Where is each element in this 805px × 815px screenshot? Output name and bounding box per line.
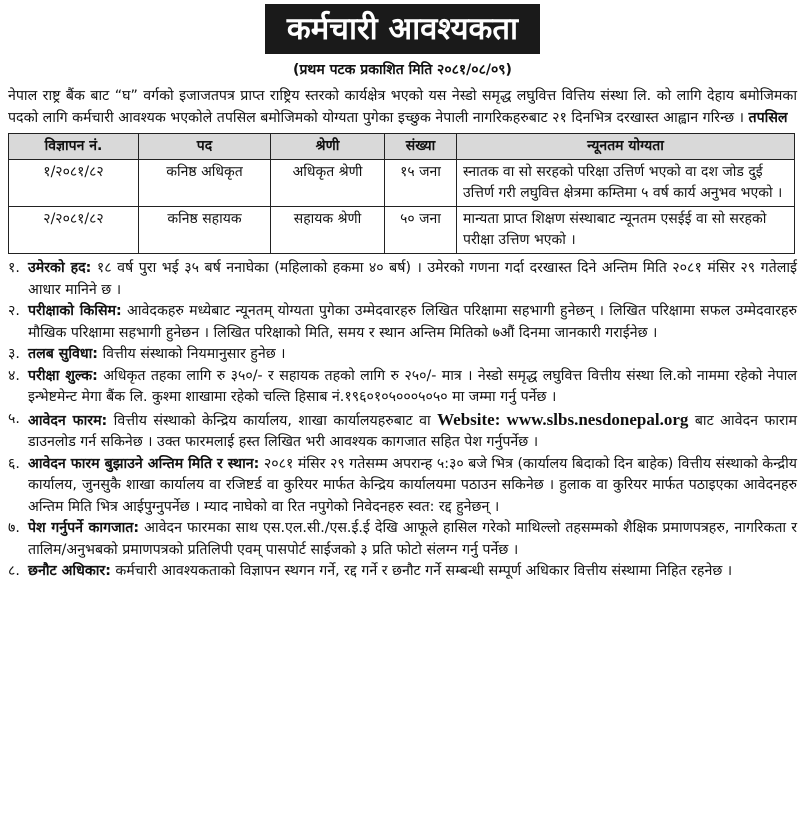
cell-ad-no: २/२०८१/८२ <box>9 207 139 254</box>
website-link[interactable]: Website: www.slbs.nesdonepal.org <box>437 409 689 429</box>
list-item <box>8 366 797 409</box>
rule-body <box>28 518 797 561</box>
rule-number: ८. <box>8 563 20 579</box>
rule-text: वित्तीय संस्थाको नियमानुसार हुनेछ । <box>97 346 286 362</box>
cell-qualification: मान्यता प्राप्त शिक्षण संस्थाबाट न्यूनतम एसईई वा सो सरहको परीक्षा उत्तिण भएको । <box>457 207 795 254</box>
cell-post: कनिष्ठ अधिकृत <box>139 160 271 207</box>
table-row <box>9 160 795 207</box>
col-header-ad-no: विज्ञापन नं. <box>9 134 139 160</box>
rule-body <box>28 454 797 519</box>
rule-label: पेश गर्नुपर्ने कागजात: <box>28 520 140 536</box>
list-item <box>8 258 797 301</box>
list-item <box>8 301 797 344</box>
cell-count: १५ जना <box>385 160 457 207</box>
rule-body <box>28 258 797 301</box>
rules-list <box>8 258 797 583</box>
rule-label: परीक्षा शुल्क: <box>28 367 98 384</box>
table-header-row <box>9 134 795 160</box>
col-header-qualification: न्यूनतम योग्यता <box>457 134 795 160</box>
rule-text-continued: बाट आवेदन फाराम डाउनलोड गर्न सकिनेछ । उक्त फारमलाई हस्त लिखित भरी आवश्यक कागजात सहित पेश गर्नुपर्नेछ । <box>28 412 797 450</box>
cell-count: ५० जना <box>385 207 457 254</box>
rule-label: तलब सुविधा: <box>28 346 98 362</box>
vacancy-table <box>8 133 795 254</box>
rule-body <box>28 366 797 409</box>
rule-body <box>28 344 797 366</box>
table-row <box>9 207 795 254</box>
intro-tail: तपसिल <box>748 110 788 126</box>
rule-text: १८ वर्ष पुरा भई ३५ बर्ष ननाघेका (महिलाको हकमा ४० बर्ष) । उमेरको गणना गर्दा दरखास्त दिने अन्तिम मिति २०८१ मंसिर २९ गतेलाई आधार मानिने छ । <box>28 260 797 298</box>
cell-post: कनिष्ठ सहायक <box>139 207 271 254</box>
col-header-post: पद <box>139 134 271 160</box>
rule-text: आवेदन फारमका साथ एस.एल.सी./एस.ई.ई देखि आफूले हासिल गरेको माथिल्लो तहसम्मको शैक्षिक प्रमाणपत्रहरु, नागरिकता र तालिम/अनुभबको प्रमाणपत्रको प्रतिलिपी एवम् पासपोर्ट साईजको ३ प्रति फोटो संलग्न गर्नु पर्नेछ । <box>28 520 797 558</box>
intro-text: नेपाल राष्ट्र बैंक बाट “घ” वर्गको इजाजतपत्र प्राप्त राष्ट्रिय स्तरको कार्यक्षेत्र भएको यस नेस्डो समृद्ध लघुवित्त वित्तिय संस्था लि. को लागि देहाय बमोजिमका पदको लागि कर्मचारी आवश्यक भएकोले तपसिल बमोजिमको योग्यता पुगेका इच्छुक नेपाली नागरिकहरुबाट २१ दिनभित्र दरखास्त आह्वान गरिन्छ । <box>8 88 797 126</box>
rule-label: उमेरको हद: <box>28 260 92 276</box>
rule-body <box>28 301 797 344</box>
rule-number: ७. <box>8 520 20 536</box>
list-item <box>8 344 797 366</box>
rule-label: आवेदन फारम बुझाउने अन्तिम मिति र स्थान: <box>28 455 260 472</box>
title-wrap <box>8 4 797 54</box>
cell-qualification: स्नातक वा सो सरहको परिक्षा उत्तिर्ण भएको वा दश जोड दुई उत्तिर्ण गरी लघुवित्त क्षेत्रमा कम्तिमा ५ वर्ष कार्य अनुभव भएको । <box>457 160 795 207</box>
rule-text: कर्मचारी आवश्यकताको विज्ञापन स्थगन गर्ने, रद्द गर्ने र छनौट गर्ने सम्बन्धी सम्पूर्ण अधिकार वित्तीय संस्थामा निहित रहनेछ । <box>110 563 733 579</box>
rule-body <box>28 409 797 454</box>
cell-level: सहायक श्रेणी <box>271 207 385 254</box>
rule-number: ४. <box>8 367 20 384</box>
col-header-count: संख्या <box>385 134 457 160</box>
rule-label: परीक्षाको किसिम: <box>28 303 122 319</box>
list-item <box>8 518 797 561</box>
rule-text: वित्तीय संस्थाको केन्द्रिय कार्यालय, शाखा कार्यालयहरुबाट वा <box>107 412 438 429</box>
rule-number: ३. <box>8 346 20 362</box>
rule-number: २. <box>8 303 20 319</box>
list-item <box>8 561 797 583</box>
rule-label: आवेदन फारम: <box>28 412 108 429</box>
rule-text: २०८१ मंसिर २९ गतेसम्म अपरान्ह ५:३० बजे भित्र (कार्यालय बिदाको दिन बाहेक) वित्तीय संस्थाको केन्द्रीय कार्यालय, जुनसुकै शाखा कार्यालय वा रजिष्टर्ड वा कुरियर मार्फत केन्द्रिय कार्यालयमा पठाउन सकिनेछ । हुलाक वा कुरियर मार्फत पठाइएका आवेदनहरु अन्तिम मिति भित्र आईपुग्नुपर्नेछ । म्याद नाघेको वा रित नपुगेको निवेदनहरु स्वत: रद्द हुनेछन् । <box>28 455 797 515</box>
list-item <box>8 409 797 454</box>
rule-text: अधिकृत तहका लागि रु ३५०/- र सहायक तहको लागि रु २५०/- मात्र । नेस्डो समृद्ध लघुवित्त वित्तीय संस्था लि.को नाममा रहेको नेपाल इन्भेष्टमेन्ट मेगा बैंक लि. कुश्मा शाखामा रहेको चल्ति हिसाब नं.१९६०१०५०००५०५० मा जम्मा गर्नु पर्नेछ । <box>28 367 798 405</box>
rule-text: आवेदकहरु मध्येबाट न्यूनतम् योग्यता पुगेका उम्मेदवारहरु लिखित परिक्षामा सहभागी हुनेछन् । लिखित परिक्षामा सफल उम्मेदवारहरु मौखिक परिक्षामा सहभागी हुनेछन । लिखित परिक्षाको मिति, समय र स्थान अन्तिम मितिको ७औं दिनमा जानकारी गराईनेछ । <box>28 303 797 341</box>
list-item <box>8 454 797 519</box>
notice-title: कर्मचारी आवश्यकता <box>265 4 540 54</box>
rule-number: ५. <box>8 410 20 427</box>
cell-ad-no: १/२०८१/८२ <box>9 160 139 207</box>
intro-paragraph <box>8 85 797 129</box>
publication-date: (प्रथम पटक प्रकाशित मिति २०८१/०८/०९) <box>293 62 512 78</box>
rule-number: ६. <box>8 455 20 472</box>
rule-body <box>28 561 797 583</box>
rule-label: छनौट अधिकार: <box>28 563 111 579</box>
rule-number: १. <box>8 260 20 276</box>
col-header-level: श्रेणी <box>271 134 385 160</box>
cell-level: अधिकृत श्रेणी <box>271 160 385 207</box>
